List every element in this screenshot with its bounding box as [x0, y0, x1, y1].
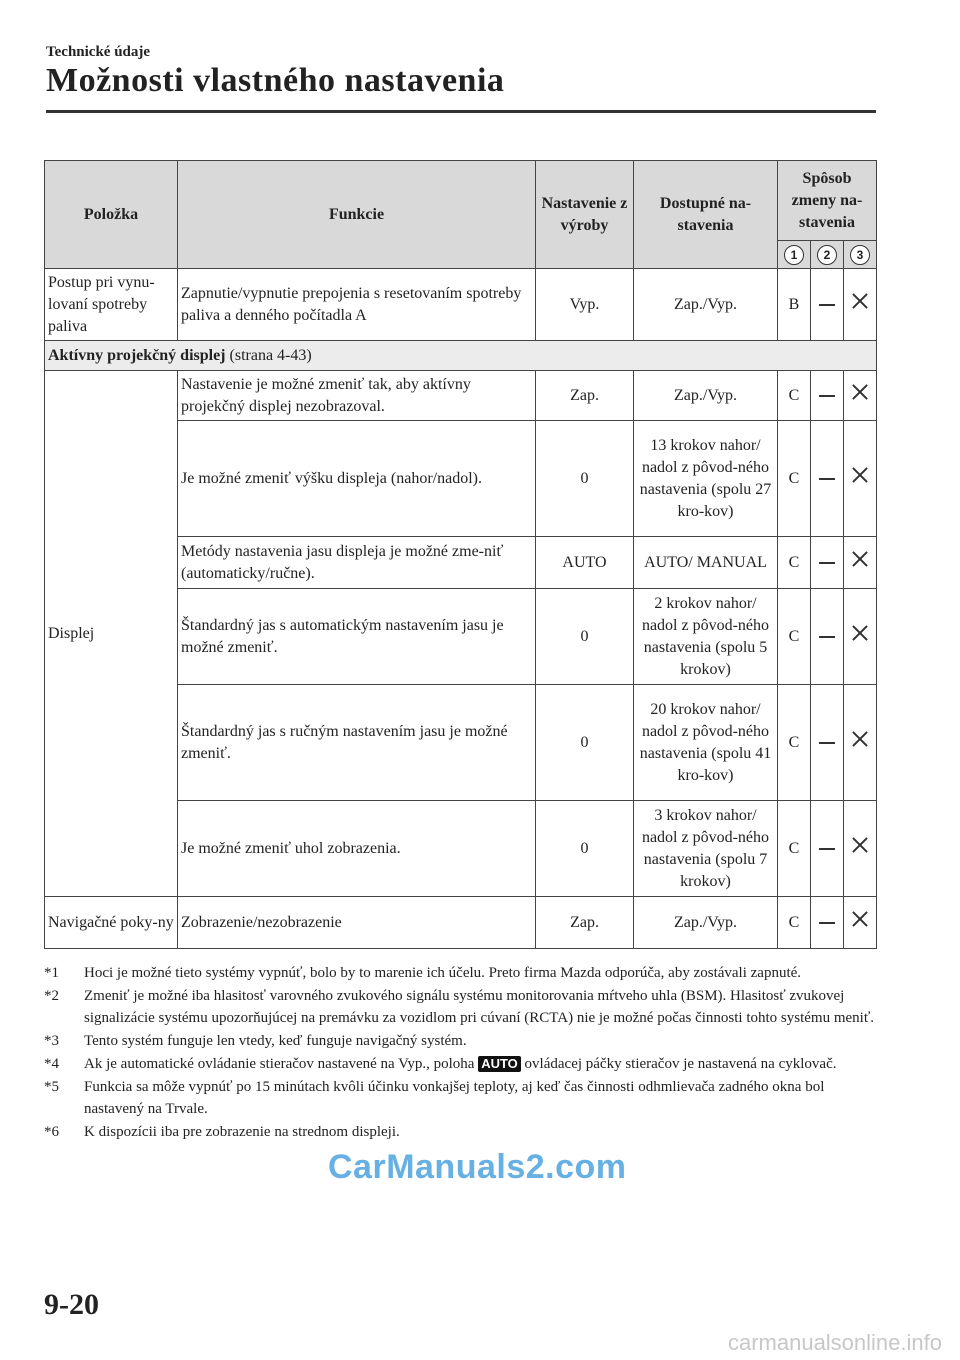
section-title: Aktívny projekčný displej	[48, 346, 226, 364]
footnote-text: K dispozícii iba pre zobrazenie na strednom displeji.	[84, 1124, 400, 1140]
header-method-1	[778, 241, 811, 269]
dash-icon	[819, 478, 835, 480]
circled-1-icon: 1	[784, 245, 804, 265]
cell-default: 0	[536, 589, 634, 685]
cell-method-3	[844, 897, 877, 949]
cross-icon	[852, 837, 868, 853]
site-watermark: carmanualsonline.info	[727, 1330, 942, 1355]
cell-function: Je možné zmeniť uhol zobrazenia.	[178, 801, 536, 897]
page-title: Možnosti vlastného nastavenia	[46, 62, 505, 99]
footnote-mark: *6	[44, 1124, 59, 1140]
footnote	[44, 985, 874, 1029]
cell-available: 20 krokov nahor/ nadol z pôvod-ného nastavenia (spolu 41 kro-kov)	[634, 685, 778, 801]
dash-icon	[819, 562, 835, 564]
cell-method-3	[844, 269, 877, 341]
cell-method-3	[844, 537, 877, 589]
cell-function: Zobrazenie/nezobrazenie	[178, 897, 536, 949]
cell-function: Zapnutie/vypnutie prepojenia s resetovaním spotreby paliva a denného počítadla A	[178, 269, 536, 341]
cell-default: Zap.	[536, 371, 634, 421]
cell-function: Je možné zmeniť výšku displeja (nahor/nadol).	[178, 421, 536, 537]
dash-icon	[819, 742, 835, 744]
footnote-mark: *2	[44, 988, 59, 1004]
footnotes	[44, 962, 874, 1144]
cell-method-1: C	[778, 589, 811, 685]
cell-available: 3 krokov nahor/ nadol z pôvod-ného nastavenia (spolu 7 krokov)	[634, 801, 778, 897]
footnote	[44, 1076, 874, 1120]
cross-icon	[852, 731, 868, 747]
cell-method-3	[844, 685, 877, 801]
header-function: Funkcie	[178, 161, 536, 269]
footnote-mark: *5	[44, 1079, 59, 1095]
title-rule	[46, 110, 876, 113]
cell-default: AUTO	[536, 537, 634, 589]
cell-method-1: C	[778, 897, 811, 949]
wiper-auto-icon: AUTO	[478, 1056, 521, 1072]
cell-method-1: C	[778, 685, 811, 801]
cross-icon	[852, 384, 868, 400]
cell-default: Zap.	[536, 897, 634, 949]
dash-icon	[819, 304, 835, 306]
dash-icon	[819, 636, 835, 638]
cell-function: Metódy nastavenia jasu displeja je možné zme-niť (automaticky/ručne).	[178, 537, 536, 589]
section-label: Technické údaje	[46, 44, 151, 60]
cell-available: 2 krokov nahor/ nadol z pôvod-ného nastavenia (spolu 5 krokov)	[634, 589, 778, 685]
watermark-logo: CarManuals2.com	[328, 1148, 627, 1186]
footnote	[44, 1053, 874, 1075]
footnote-mark: *3	[44, 1033, 59, 1049]
cell-available: 13 krokov nahor/ nadol z pôvod-ného nastavenia (spolu 27 kro-kov)	[634, 421, 778, 537]
dash-icon	[819, 848, 835, 850]
cell-method-1: B	[778, 269, 811, 341]
footnote-mark: *1	[44, 965, 59, 981]
cell-function: Štandardný jas s automatickým nastavením jasu je možné zmeniť.	[178, 589, 536, 685]
cell-available: Zap./Vyp.	[634, 371, 778, 421]
footnote-text: Hoci je možné tieto systémy vypnúť, bolo by to marenie ich účelu. Preto firma Mazda odporúča, aby zostávali zapnuté.	[84, 965, 802, 981]
cell-method-2	[811, 537, 844, 589]
footnote	[44, 1121, 874, 1143]
cell-method-2	[811, 685, 844, 801]
page-number: 9-20	[44, 1288, 99, 1321]
table-row	[45, 897, 877, 949]
cell-method-3	[844, 371, 877, 421]
footnote-text: Zmeniť je možné iba hlasitosť varovného zvukového signálu systému monitorovania mŕtveho uhla (BSM). Hlasitosť zvukovej signalizácie systému upozorňujúcej na premávku za vozidlom pri cúvaní (RCTA) nie je možné počas činnosti tohto systému meniť.	[84, 988, 875, 1026]
footnote	[44, 1030, 874, 1052]
footnote	[44, 962, 874, 984]
cell-available: AUTO/ MANUAL	[634, 537, 778, 589]
footnote-mark: *4	[44, 1056, 59, 1072]
footnote-text: Funkcia sa môže vypnúť po 15 minútach kvôli účinku vonkajšej teploty, aj keď čas činnosti odhmlievača zadného okna bol nastavený na Trvale.	[84, 1079, 825, 1117]
cell-available: Zap./Vyp.	[634, 897, 778, 949]
cell-function: Nastavenie je možné zmeniť tak, aby aktívny projekčný displej nezobrazoval.	[178, 371, 536, 421]
cross-icon	[852, 911, 868, 927]
cross-icon	[852, 467, 868, 483]
circled-2-icon: 2	[817, 245, 837, 265]
footnote-text-after: ovládacej páčky stieračov je nastavená na cyklovač.	[524, 1056, 837, 1072]
cell-method-2	[811, 589, 844, 685]
cell-function: Štandardný jas s ručným nastavením jasu je možné zmeniť.	[178, 685, 536, 801]
cell-default: Vyp.	[536, 269, 634, 341]
cross-icon	[852, 625, 868, 641]
circled-3-icon: 3	[850, 245, 870, 265]
cell-item-display: Displej	[45, 371, 178, 897]
cell-method-1: C	[778, 421, 811, 537]
header-method-2	[811, 241, 844, 269]
cell-method-1: C	[778, 371, 811, 421]
dash-icon	[819, 922, 835, 924]
customization-table	[44, 160, 877, 949]
cell-available: Zap./Vyp.	[634, 269, 778, 341]
cell-item: Navigačné poky-ny	[45, 897, 178, 949]
cell-default: 0	[536, 685, 634, 801]
cell-method-3	[844, 801, 877, 897]
cell-method-2	[811, 897, 844, 949]
cell-method-3	[844, 421, 877, 537]
table-row	[45, 371, 877, 421]
cross-icon	[852, 293, 868, 309]
footnote-text: Tento systém funguje len vtedy, keď funguje navigačný systém.	[84, 1033, 467, 1049]
cell-default: 0	[536, 421, 634, 537]
cell-method-2	[811, 801, 844, 897]
table-row	[45, 269, 877, 341]
cell-method-1: C	[778, 537, 811, 589]
header-method-3	[844, 241, 877, 269]
cell-method-3	[844, 589, 877, 685]
cell-method-2	[811, 269, 844, 341]
cell-method-2	[811, 421, 844, 537]
cell-default: 0	[536, 801, 634, 897]
dash-icon	[819, 395, 835, 397]
section-ref: (strana 4-43)	[229, 346, 312, 364]
header-item: Položka	[45, 161, 178, 269]
cell-method-1: C	[778, 801, 811, 897]
cross-icon	[852, 551, 868, 567]
header-available: Dostupné na-stavenia	[634, 161, 778, 269]
cell-item: Postup pri vynu-lovaní spotreby paliva	[45, 269, 178, 341]
cell-method-2	[811, 371, 844, 421]
header-default: Nastavenie z výroby	[536, 161, 634, 269]
section-heading	[45, 341, 877, 371]
footnote-text-before: Ak je automatické ovládanie stieračov nastavené na Vyp., poloha	[84, 1056, 475, 1072]
section-row	[45, 341, 877, 371]
header-method: Spôsob zmeny na-stavenia	[778, 161, 877, 241]
